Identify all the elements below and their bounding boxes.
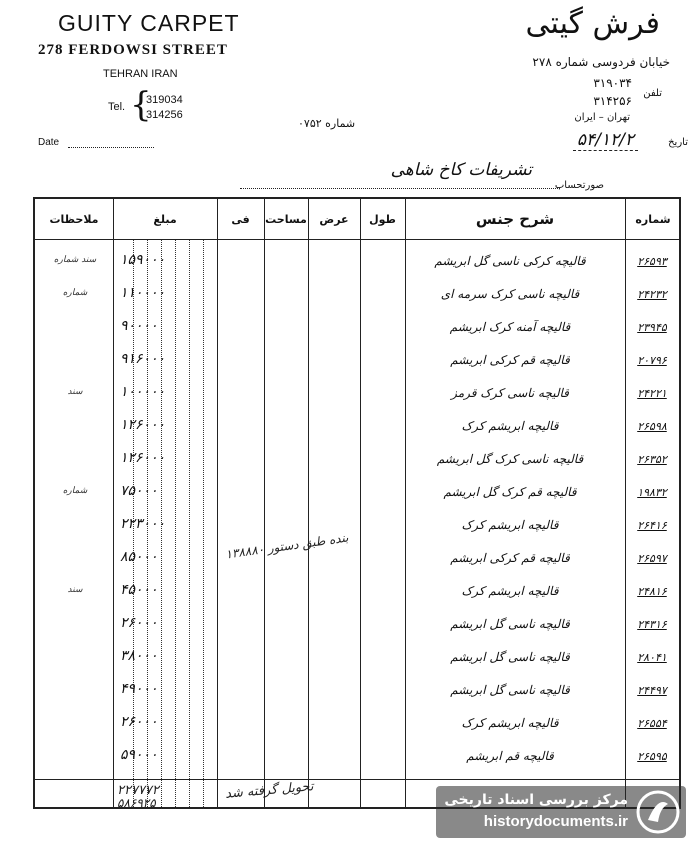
item-code: ۲۸۰۴۱ bbox=[637, 651, 667, 664]
company-city-persian: تهران – ایران bbox=[574, 112, 630, 123]
item-code: ۲۶۳۵۲ bbox=[637, 453, 667, 466]
telephone-label-english: Tel. bbox=[108, 101, 126, 113]
item-amount: ۲۶۰۰۰ bbox=[120, 714, 158, 730]
item-description: قالیچه ناسی کرک گل ابریشم bbox=[436, 452, 584, 466]
company-street-english: 278 FERDOWSI STREET bbox=[38, 42, 228, 58]
company-name-english: GUITY CARPET bbox=[58, 10, 240, 36]
item-description: قالیچه ناسی کرک سرمه ای bbox=[440, 287, 580, 301]
table-row bbox=[35, 546, 679, 576]
table-row bbox=[35, 480, 679, 510]
item-amount: ۹۱۶۰۰۰ bbox=[120, 351, 166, 367]
item-description: قالیچه قم کرکی ابریشم bbox=[450, 551, 570, 565]
date-blank-line bbox=[68, 147, 154, 148]
item-description: قالیچه آمنه کرک ابریشم bbox=[449, 320, 571, 334]
table-row bbox=[35, 249, 679, 279]
company-city-english: TEHRAN IRAN bbox=[103, 68, 178, 80]
item-amount: ۸۵۰۰۰ bbox=[120, 549, 158, 565]
archive-logo-icon bbox=[636, 790, 680, 834]
item-amount: ۱۲۶۰۰۰ bbox=[120, 417, 166, 433]
item-description: قالیچه قم ابریشم bbox=[466, 749, 554, 763]
item-note: شماره bbox=[62, 486, 88, 496]
invoice-date: ۵۴/۱۲/۲ bbox=[573, 130, 638, 151]
telephone-number-1: 319034 bbox=[146, 94, 183, 106]
item-code: ۲۶۵۹۵ bbox=[637, 750, 667, 763]
account-blank-line bbox=[240, 188, 560, 189]
item-description: قالیچه ناسی کرک قرمز bbox=[451, 386, 569, 400]
header-length: طول bbox=[369, 212, 396, 226]
watermark-website: historydocuments.ir bbox=[483, 813, 628, 830]
footer-divider bbox=[35, 779, 679, 780]
date-label-persian: تاریخ bbox=[668, 137, 688, 148]
account-label: صورتحساب bbox=[554, 180, 604, 191]
item-description: قالیچه ابریشم کرک bbox=[461, 584, 559, 598]
item-code: ۲۴۲۲۱ bbox=[637, 387, 667, 400]
telephone-number-2: 314256 bbox=[146, 109, 183, 121]
table-row bbox=[35, 645, 679, 675]
table-row bbox=[35, 381, 679, 411]
header-divider bbox=[35, 239, 679, 240]
item-description: قالیچه ابریشم کرک bbox=[461, 716, 559, 730]
item-code: ۲۶۵۹۳ bbox=[637, 255, 667, 268]
telephone-number-2-persian: ۳۱۴۲۵۶ bbox=[593, 94, 632, 108]
table-row bbox=[35, 612, 679, 642]
item-code: ۲۰۷۹۶ bbox=[637, 354, 667, 367]
footer-total-bottom: ۵۸۶۹۲۵ bbox=[117, 796, 156, 810]
invoice-ledger-table bbox=[33, 197, 681, 809]
item-amount: ۴۹۰۰۰ bbox=[120, 681, 158, 697]
item-amount: ۹۰۰۰۰ bbox=[120, 318, 158, 334]
invoice-serial-number: شماره ۰۷۵۲ bbox=[298, 117, 356, 130]
item-code: ۲۴۴۹۷ bbox=[637, 684, 667, 697]
item-note: سند bbox=[67, 387, 83, 397]
item-amount: ۲۲۳۰۰۰ bbox=[120, 516, 166, 532]
table-row bbox=[35, 348, 679, 378]
item-amount: ۱۵۹۰۰۰ bbox=[120, 252, 166, 268]
header-width: عرض bbox=[319, 212, 349, 226]
item-amount: ۲۶۰۰۰ bbox=[120, 615, 158, 631]
company-street-persian: خیابان فردوسی شماره ۲۷۸ bbox=[532, 55, 670, 69]
item-code: ۲۶۵۵۴ bbox=[637, 717, 667, 730]
date-label-english: Date bbox=[38, 137, 60, 148]
archive-watermark bbox=[436, 786, 686, 838]
item-description: قالیچه ناسی گل ابریشم bbox=[450, 617, 570, 631]
item-description: قالیچه ابریشم کرک bbox=[461, 518, 559, 532]
company-name-persian: فرش گیتی bbox=[525, 6, 660, 41]
item-code: ۲۴۳۱۶ bbox=[637, 618, 667, 631]
item-note: شماره bbox=[62, 288, 88, 298]
brace-glyph: { bbox=[130, 85, 152, 125]
item-amount: ۱۰۰۰۰۰ bbox=[120, 384, 166, 400]
item-code: ۲۳۹۴۵ bbox=[637, 321, 667, 334]
item-code: ۱۹۸۳۲ bbox=[637, 486, 667, 499]
item-code: ۲۶۴۱۶ bbox=[637, 519, 667, 532]
table-row bbox=[35, 447, 679, 477]
table-row bbox=[35, 315, 679, 345]
header-code: شماره bbox=[635, 212, 671, 226]
table-row bbox=[35, 282, 679, 312]
table-row bbox=[35, 678, 679, 708]
header-area: مساحت bbox=[265, 212, 307, 226]
item-description: قالیچه ناسی گل ابریشم bbox=[450, 683, 570, 697]
footer-total-top: ۲۲۷۷۷۲ bbox=[117, 783, 159, 798]
item-code: ۲۶۵۹۷ bbox=[637, 552, 667, 565]
item-description: قالیچه قم کرکی ابریشم bbox=[450, 353, 570, 367]
table-row bbox=[35, 513, 679, 543]
item-amount: ۳۸۰۰۰ bbox=[120, 648, 158, 664]
item-amount: ۱۲۶۰۰۰ bbox=[120, 450, 166, 466]
header-amount: مبلغ bbox=[153, 212, 177, 226]
table-row bbox=[35, 744, 679, 774]
table-row bbox=[35, 711, 679, 741]
watermark-persian-text: مرکز بررسی اسناد تاریخی bbox=[444, 792, 628, 808]
item-amount: ۱۱۰۰۰۰ bbox=[120, 285, 166, 301]
table-row bbox=[35, 579, 679, 609]
item-description: قالیچه ابریشم کرک bbox=[461, 419, 559, 433]
telephone-label-persian: تلفن bbox=[643, 88, 662, 99]
header-unit-price: فی bbox=[231, 212, 250, 226]
item-amount: ۷۵۰۰۰ bbox=[120, 483, 158, 499]
item-code: ۲۶۵۹۸ bbox=[637, 420, 667, 433]
item-note: سند bbox=[67, 585, 83, 595]
item-description: قالیچه ناسی گل ابریشم bbox=[450, 650, 570, 664]
item-note: سند شماره bbox=[53, 255, 97, 265]
item-description: قالیچه کرکی ناسی گل ابریشم bbox=[434, 254, 586, 268]
footer-signature: تحویل گرفته شد bbox=[224, 779, 315, 802]
item-code: ۲۴۲۳۲ bbox=[637, 288, 667, 301]
account-holder-name: تشریفات کاخ شاهی bbox=[390, 160, 532, 180]
header-description: شرح جنس bbox=[475, 210, 555, 228]
middle-handwritten-note: بنده طبق دستور ۱۳۸۸۸۰ bbox=[224, 530, 350, 562]
table-row bbox=[35, 414, 679, 444]
item-description: قالیچه قم کرک گل ابریشم bbox=[443, 485, 577, 499]
item-amount: ۴۵۰۰۰ bbox=[120, 582, 158, 598]
item-amount: ۵۹۰۰۰ bbox=[120, 747, 158, 763]
item-code: ۲۴۸۱۶ bbox=[637, 585, 667, 598]
header-notes: ملاحظات bbox=[49, 212, 99, 226]
telephone-number-1-persian: ۳۱۹۰۳۴ bbox=[593, 76, 632, 90]
